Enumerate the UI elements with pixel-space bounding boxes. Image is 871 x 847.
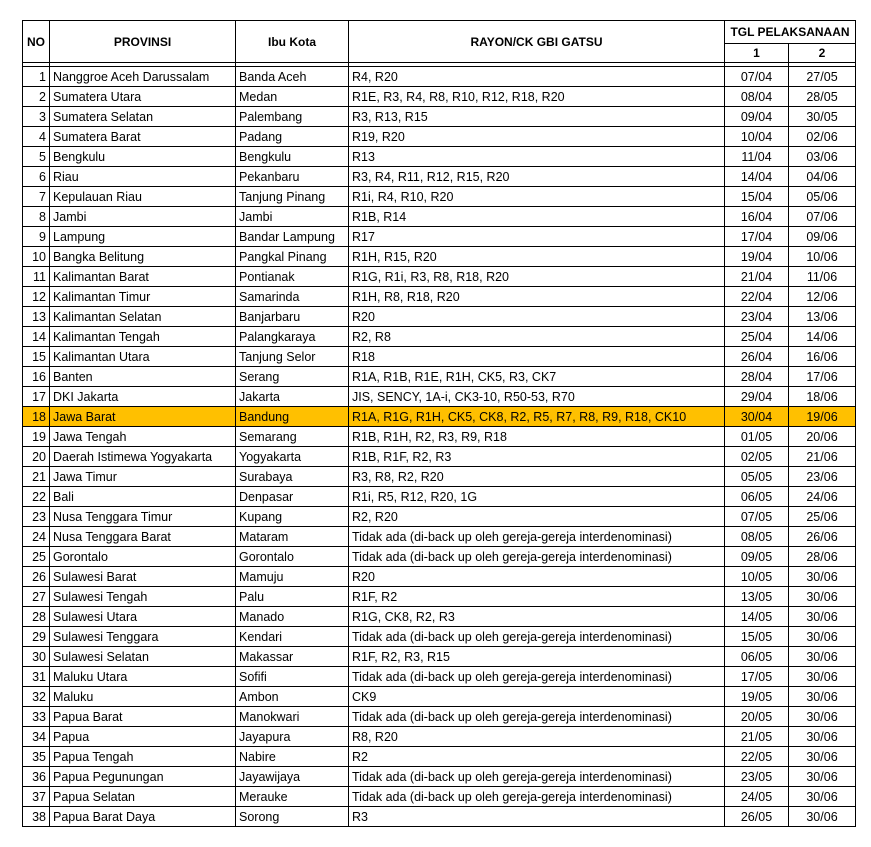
cell-no: 35 xyxy=(23,747,50,767)
cell-provinsi: Sulawesi Tenggara xyxy=(50,627,236,647)
table-row xyxy=(23,87,856,107)
cell-provinsi: Sumatera Selatan xyxy=(50,107,236,127)
header-tgl-pelaksanaan: TGL PELAKSANAAN xyxy=(725,21,856,44)
cell-tgl-2: 30/06 xyxy=(789,607,856,627)
cell-rayon: R1B, R14 xyxy=(349,207,725,227)
cell-no: 22 xyxy=(23,487,50,507)
cell-no: 26 xyxy=(23,567,50,587)
cell-ibukota: Pontianak xyxy=(236,267,349,287)
cell-ibukota: Samarinda xyxy=(236,287,349,307)
table-row xyxy=(23,707,856,727)
cell-no: 15 xyxy=(23,347,50,367)
cell-tgl-2: 12/06 xyxy=(789,287,856,307)
cell-provinsi: Nusa Tenggara Timur xyxy=(50,507,236,527)
cell-tgl-1: 30/04 xyxy=(725,407,789,427)
cell-tgl-2: 21/06 xyxy=(789,447,856,467)
cell-tgl-2: 30/06 xyxy=(789,567,856,587)
table-row xyxy=(23,447,856,467)
cell-no: 28 xyxy=(23,607,50,627)
cell-ibukota: Denpasar xyxy=(236,487,349,507)
header-provinsi: PROVINSI xyxy=(50,21,236,63)
cell-rayon: R1B, R1F, R2, R3 xyxy=(349,447,725,467)
cell-provinsi: Jawa Barat xyxy=(50,407,236,427)
cell-ibukota: Surabaya xyxy=(236,467,349,487)
cell-no: 36 xyxy=(23,767,50,787)
cell-tgl-2: 10/06 xyxy=(789,247,856,267)
cell-rayon: R1F, R2 xyxy=(349,587,725,607)
cell-tgl-2: 11/06 xyxy=(789,267,856,287)
cell-rayon: R4, R20 xyxy=(349,67,725,87)
cell-no: 19 xyxy=(23,427,50,447)
cell-tgl-1: 14/05 xyxy=(725,607,789,627)
cell-tgl-2: 30/06 xyxy=(789,647,856,667)
cell-provinsi: Kalimantan Timur xyxy=(50,287,236,307)
cell-tgl-1: 24/05 xyxy=(725,787,789,807)
cell-ibukota: Palangkaraya xyxy=(236,327,349,347)
cell-tgl-2: 30/06 xyxy=(789,707,856,727)
cell-provinsi: Kepulauan Riau xyxy=(50,187,236,207)
table-row xyxy=(23,67,856,87)
cell-ibukota: Merauke xyxy=(236,787,349,807)
cell-tgl-1: 16/04 xyxy=(725,207,789,227)
cell-no: 37 xyxy=(23,787,50,807)
cell-no: 7 xyxy=(23,187,50,207)
cell-tgl-1: 19/04 xyxy=(725,247,789,267)
cell-tgl-2: 04/06 xyxy=(789,167,856,187)
cell-tgl-1: 21/04 xyxy=(725,267,789,287)
cell-provinsi: Sulawesi Selatan xyxy=(50,647,236,667)
cell-tgl-1: 20/05 xyxy=(725,707,789,727)
table-header xyxy=(23,21,856,67)
cell-tgl-1: 09/04 xyxy=(725,107,789,127)
cell-ibukota: Palembang xyxy=(236,107,349,127)
cell-provinsi: Sulawesi Utara xyxy=(50,607,236,627)
cell-no: 2 xyxy=(23,87,50,107)
cell-tgl-2: 30/05 xyxy=(789,107,856,127)
cell-ibukota: Medan xyxy=(236,87,349,107)
cell-ibukota: Pangkal Pinang xyxy=(236,247,349,267)
cell-tgl-1: 13/05 xyxy=(725,587,789,607)
cell-tgl-2: 09/06 xyxy=(789,227,856,247)
cell-tgl-2: 18/06 xyxy=(789,387,856,407)
cell-tgl-1: 22/04 xyxy=(725,287,789,307)
cell-ibukota: Pekanbaru xyxy=(236,167,349,187)
table-row xyxy=(23,547,856,567)
cell-rayon: R19, R20 xyxy=(349,127,725,147)
table-row xyxy=(23,347,856,367)
table-row xyxy=(23,107,856,127)
table-row xyxy=(23,687,856,707)
cell-tgl-1: 08/05 xyxy=(725,527,789,547)
cell-provinsi: Nanggroe Aceh Darussalam xyxy=(50,67,236,87)
cell-rayon: Tidak ada (di-back up oleh gereja-gereja interdenominasi) xyxy=(349,707,725,727)
cell-tgl-2: 28/05 xyxy=(789,87,856,107)
cell-tgl-2: 14/06 xyxy=(789,327,856,347)
cell-ibukota: Palu xyxy=(236,587,349,607)
cell-no: 12 xyxy=(23,287,50,307)
cell-provinsi: Riau xyxy=(50,167,236,187)
cell-ibukota: Sofifi xyxy=(236,667,349,687)
cell-tgl-2: 30/06 xyxy=(789,787,856,807)
cell-tgl-2: 24/06 xyxy=(789,487,856,507)
cell-ibukota: Bandung xyxy=(236,407,349,427)
table-row xyxy=(23,667,856,687)
table-row xyxy=(23,187,856,207)
cell-ibukota: Banjarbaru xyxy=(236,307,349,327)
cell-no: 6 xyxy=(23,167,50,187)
cell-tgl-1: 17/04 xyxy=(725,227,789,247)
cell-ibukota: Jambi xyxy=(236,207,349,227)
cell-tgl-2: 25/06 xyxy=(789,507,856,527)
cell-no: 1 xyxy=(23,67,50,87)
cell-ibukota: Bengkulu xyxy=(236,147,349,167)
cell-no: 8 xyxy=(23,207,50,227)
cell-rayon: R3, R8, R2, R20 xyxy=(349,467,725,487)
table-row xyxy=(23,747,856,767)
cell-ibukota: Mamuju xyxy=(236,567,349,587)
cell-tgl-2: 17/06 xyxy=(789,367,856,387)
cell-ibukota: Kendari xyxy=(236,627,349,647)
table-row xyxy=(23,767,856,787)
table-row xyxy=(23,807,856,827)
cell-tgl-1: 10/04 xyxy=(725,127,789,147)
cell-no: 32 xyxy=(23,687,50,707)
cell-no: 14 xyxy=(23,327,50,347)
cell-provinsi: Lampung xyxy=(50,227,236,247)
cell-provinsi: Nusa Tenggara Barat xyxy=(50,527,236,547)
table-row xyxy=(23,327,856,347)
cell-ibukota: Tanjung Pinang xyxy=(236,187,349,207)
cell-provinsi: Gorontalo xyxy=(50,547,236,567)
cell-tgl-1: 02/05 xyxy=(725,447,789,467)
cell-rayon: R3 xyxy=(349,807,725,827)
cell-provinsi: Papua Tengah xyxy=(50,747,236,767)
cell-tgl-1: 14/04 xyxy=(725,167,789,187)
cell-rayon: R3, R13, R15 xyxy=(349,107,725,127)
table-row xyxy=(23,247,856,267)
cell-rayon: R2 xyxy=(349,747,725,767)
cell-no: 18 xyxy=(23,407,50,427)
cell-tgl-1: 09/05 xyxy=(725,547,789,567)
cell-provinsi: Papua Barat Daya xyxy=(50,807,236,827)
cell-ibukota: Manokwari xyxy=(236,707,349,727)
table-row xyxy=(23,467,856,487)
cell-ibukota: Padang xyxy=(236,127,349,147)
cell-tgl-1: 15/05 xyxy=(725,627,789,647)
cell-rayon: R2, R8 xyxy=(349,327,725,347)
cell-rayon: R1F, R2, R3, R15 xyxy=(349,647,725,667)
cell-no: 20 xyxy=(23,447,50,467)
cell-tgl-2: 30/06 xyxy=(789,747,856,767)
cell-ibukota: Jayawijaya xyxy=(236,767,349,787)
cell-rayon: Tidak ada (di-back up oleh gereja-gereja interdenominasi) xyxy=(349,667,725,687)
cell-ibukota: Manado xyxy=(236,607,349,627)
cell-ibukota: Jayapura xyxy=(236,727,349,747)
cell-ibukota: Serang xyxy=(236,367,349,387)
table-row xyxy=(23,427,856,447)
table-row xyxy=(23,647,856,667)
cell-provinsi: Jawa Timur xyxy=(50,467,236,487)
cell-no: 27 xyxy=(23,587,50,607)
cell-no: 10 xyxy=(23,247,50,267)
cell-provinsi: Papua xyxy=(50,727,236,747)
cell-tgl-1: 21/05 xyxy=(725,727,789,747)
cell-no: 3 xyxy=(23,107,50,127)
cell-ibukota: Makassar xyxy=(236,647,349,667)
cell-ibukota: Nabire xyxy=(236,747,349,767)
cell-provinsi: Bangka Belitung xyxy=(50,247,236,267)
cell-provinsi: Bali xyxy=(50,487,236,507)
table-row xyxy=(23,607,856,627)
table-row xyxy=(23,227,856,247)
cell-rayon: R17 xyxy=(349,227,725,247)
cell-no: 21 xyxy=(23,467,50,487)
cell-provinsi: Jawa Tengah xyxy=(50,427,236,447)
cell-rayon: R1G, R1i, R3, R8, R18, R20 xyxy=(349,267,725,287)
cell-tgl-2: 30/06 xyxy=(789,627,856,647)
cell-tgl-2: 20/06 xyxy=(789,427,856,447)
cell-tgl-2: 30/06 xyxy=(789,767,856,787)
cell-no: 30 xyxy=(23,647,50,667)
cell-provinsi: Banten xyxy=(50,367,236,387)
cell-tgl-1: 17/05 xyxy=(725,667,789,687)
table-row xyxy=(23,407,856,427)
cell-rayon: R1i, R5, R12, R20, 1G xyxy=(349,487,725,507)
cell-provinsi: Bengkulu xyxy=(50,147,236,167)
cell-provinsi: Papua Barat xyxy=(50,707,236,727)
cell-tgl-2: 03/06 xyxy=(789,147,856,167)
header-ibukota: Ibu Kota xyxy=(236,21,349,63)
cell-tgl-1: 10/05 xyxy=(725,567,789,587)
cell-ibukota: Sorong xyxy=(236,807,349,827)
table-row xyxy=(23,507,856,527)
cell-ibukota: Tanjung Selor xyxy=(236,347,349,367)
cell-tgl-2: 07/06 xyxy=(789,207,856,227)
cell-provinsi: Sumatera Utara xyxy=(50,87,236,107)
cell-tgl-1: 26/04 xyxy=(725,347,789,367)
cell-tgl-2: 30/06 xyxy=(789,727,856,747)
cell-tgl-1: 11/04 xyxy=(725,147,789,167)
table-row xyxy=(23,287,856,307)
cell-rayon: Tidak ada (di-back up oleh gereja-gereja interdenominasi) xyxy=(349,767,725,787)
cell-tgl-1: 22/05 xyxy=(725,747,789,767)
cell-tgl-1: 26/05 xyxy=(725,807,789,827)
cell-ibukota: Semarang xyxy=(236,427,349,447)
cell-no: 31 xyxy=(23,667,50,687)
table-row xyxy=(23,267,856,287)
cell-tgl-1: 06/05 xyxy=(725,487,789,507)
table-row xyxy=(23,487,856,507)
cell-rayon: R1i, R4, R10, R20 xyxy=(349,187,725,207)
cell-rayon: R18 xyxy=(349,347,725,367)
cell-provinsi: Sulawesi Barat xyxy=(50,567,236,587)
cell-ibukota: Ambon xyxy=(236,687,349,707)
cell-tgl-2: 28/06 xyxy=(789,547,856,567)
cell-tgl-1: 01/05 xyxy=(725,427,789,447)
cell-tgl-2: 05/06 xyxy=(789,187,856,207)
cell-no: 23 xyxy=(23,507,50,527)
cell-ibukota: Banda Aceh xyxy=(236,67,349,87)
cell-no: 33 xyxy=(23,707,50,727)
table-row xyxy=(23,307,856,327)
header-no: NO xyxy=(23,21,50,63)
cell-provinsi: Sulawesi Tengah xyxy=(50,587,236,607)
cell-tgl-2: 02/06 xyxy=(789,127,856,147)
cell-no: 5 xyxy=(23,147,50,167)
cell-no: 17 xyxy=(23,387,50,407)
cell-tgl-1: 19/05 xyxy=(725,687,789,707)
cell-tgl-2: 27/05 xyxy=(789,67,856,87)
table-row xyxy=(23,207,856,227)
cell-rayon: R1H, R15, R20 xyxy=(349,247,725,267)
cell-no: 16 xyxy=(23,367,50,387)
table-body xyxy=(23,67,856,827)
cell-rayon: R1A, R1B, R1E, R1H, CK5, R3, CK7 xyxy=(349,367,725,387)
cell-provinsi: Kalimantan Utara xyxy=(50,347,236,367)
cell-tgl-2: 30/06 xyxy=(789,587,856,607)
cell-no: 25 xyxy=(23,547,50,567)
cell-provinsi: DKI Jakarta xyxy=(50,387,236,407)
cell-tgl-2: 30/06 xyxy=(789,667,856,687)
cell-no: 24 xyxy=(23,527,50,547)
cell-rayon: CK9 xyxy=(349,687,725,707)
cell-tgl-1: 07/04 xyxy=(725,67,789,87)
header-tgl-1: 1 xyxy=(725,44,789,63)
cell-no: 4 xyxy=(23,127,50,147)
table-row xyxy=(23,167,856,187)
cell-ibukota: Mataram xyxy=(236,527,349,547)
cell-provinsi: Daerah Istimewa Yogyakarta xyxy=(50,447,236,467)
cell-provinsi: Jambi xyxy=(50,207,236,227)
header-rayon: RAYON/CK GBI GATSU xyxy=(349,21,725,63)
cell-tgl-1: 25/04 xyxy=(725,327,789,347)
cell-tgl-1: 06/05 xyxy=(725,647,789,667)
cell-tgl-2: 16/06 xyxy=(789,347,856,367)
cell-ibukota: Kupang xyxy=(236,507,349,527)
cell-ibukota: Gorontalo xyxy=(236,547,349,567)
cell-tgl-1: 15/04 xyxy=(725,187,789,207)
cell-tgl-2: 30/06 xyxy=(789,687,856,707)
cell-tgl-2: 13/06 xyxy=(789,307,856,327)
table-row xyxy=(23,527,856,547)
cell-rayon: R3, R4, R11, R12, R15, R20 xyxy=(349,167,725,187)
cell-no: 29 xyxy=(23,627,50,647)
table-row xyxy=(23,387,856,407)
cell-tgl-1: 08/04 xyxy=(725,87,789,107)
table-row xyxy=(23,787,856,807)
cell-rayon: Tidak ada (di-back up oleh gereja-gereja interdenominasi) xyxy=(349,627,725,647)
table-row xyxy=(23,627,856,647)
cell-no: 9 xyxy=(23,227,50,247)
cell-provinsi: Kalimantan Barat xyxy=(50,267,236,287)
cell-tgl-2: 30/06 xyxy=(789,807,856,827)
schedule-table xyxy=(22,20,856,827)
cell-tgl-2: 19/06 xyxy=(789,407,856,427)
cell-ibukota: Bandar Lampung xyxy=(236,227,349,247)
cell-tgl-1: 05/05 xyxy=(725,467,789,487)
cell-rayon: R20 xyxy=(349,567,725,587)
header-tgl-2: 2 xyxy=(789,44,856,63)
cell-ibukota: Jakarta xyxy=(236,387,349,407)
cell-provinsi: Papua Pegunungan xyxy=(50,767,236,787)
cell-tgl-2: 26/06 xyxy=(789,527,856,547)
cell-tgl-1: 07/05 xyxy=(725,507,789,527)
cell-no: 13 xyxy=(23,307,50,327)
cell-rayon: R20 xyxy=(349,307,725,327)
cell-provinsi: Maluku Utara xyxy=(50,667,236,687)
cell-rayon: Tidak ada (di-back up oleh gereja-gereja interdenominasi) xyxy=(349,547,725,567)
cell-tgl-2: 23/06 xyxy=(789,467,856,487)
cell-no: 34 xyxy=(23,727,50,747)
cell-rayon: R1B, R1H, R2, R3, R9, R18 xyxy=(349,427,725,447)
cell-provinsi: Kalimantan Selatan xyxy=(50,307,236,327)
table-row xyxy=(23,567,856,587)
cell-rayon: R1H, R8, R18, R20 xyxy=(349,287,725,307)
cell-no: 38 xyxy=(23,807,50,827)
cell-tgl-1: 28/04 xyxy=(725,367,789,387)
cell-tgl-1: 29/04 xyxy=(725,387,789,407)
cell-rayon: JIS, SENCY, 1A-i, CK3-10, R50-53, R70 xyxy=(349,387,725,407)
table-row xyxy=(23,127,856,147)
cell-tgl-1: 23/04 xyxy=(725,307,789,327)
cell-rayon: R2, R20 xyxy=(349,507,725,527)
cell-rayon: R1A, R1G, R1H, CK5, CK8, R2, R5, R7, R8, R9, R18, CK10 xyxy=(349,407,725,427)
table-row xyxy=(23,727,856,747)
cell-provinsi: Maluku xyxy=(50,687,236,707)
cell-rayon: Tidak ada (di-back up oleh gereja-gereja interdenominasi) xyxy=(349,787,725,807)
cell-rayon: R1E, R3, R4, R8, R10, R12, R18, R20 xyxy=(349,87,725,107)
cell-rayon: Tidak ada (di-back up oleh gereja-gereja interdenominasi) xyxy=(349,527,725,547)
cell-rayon: R13 xyxy=(349,147,725,167)
cell-rayon: R1G, CK8, R2, R3 xyxy=(349,607,725,627)
cell-provinsi: Sumatera Barat xyxy=(50,127,236,147)
table-row xyxy=(23,587,856,607)
table-row xyxy=(23,367,856,387)
cell-provinsi: Kalimantan Tengah xyxy=(50,327,236,347)
table-row xyxy=(23,147,856,167)
cell-provinsi: Papua Selatan xyxy=(50,787,236,807)
cell-tgl-1: 23/05 xyxy=(725,767,789,787)
cell-rayon: R8, R20 xyxy=(349,727,725,747)
cell-no: 11 xyxy=(23,267,50,287)
cell-ibukota: Yogyakarta xyxy=(236,447,349,467)
